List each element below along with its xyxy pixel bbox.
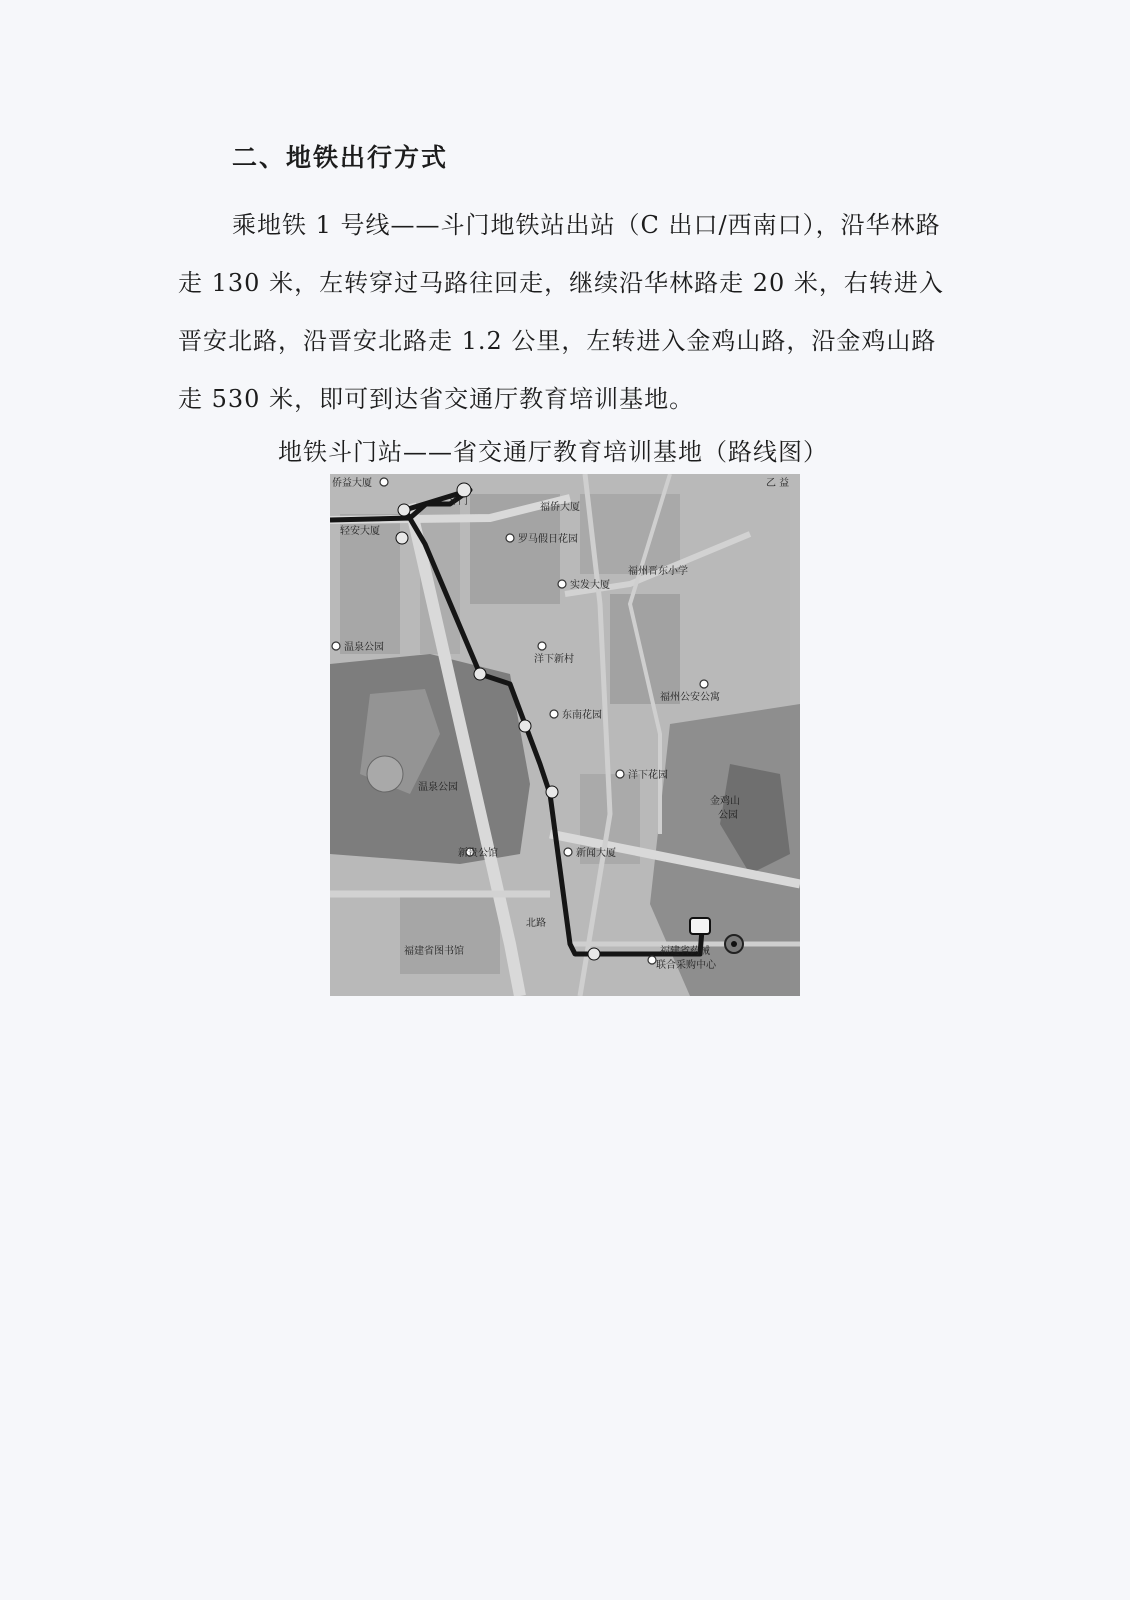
location-target-dot: [731, 941, 737, 947]
destination-marker-icon: [690, 918, 710, 934]
map-label: 福州晋东小学: [628, 566, 688, 577]
paragraph-line: 走 130 米，左转穿过马路往回走，继续沿华林路走 20 米，右转进入: [178, 269, 944, 297]
paragraph-line: 乘地铁 1 号线——斗门地铁站出站（C 出口/西南口），沿华林路: [232, 211, 941, 239]
map-label: 温泉公园: [418, 782, 458, 793]
map-label: 洋下花园: [628, 770, 668, 781]
poi-marker-icon: [332, 642, 340, 650]
poi-marker-icon: [648, 956, 656, 964]
route-arrow-icon: [519, 720, 531, 732]
poi-marker-icon: [616, 770, 624, 778]
route-arrow-icon: [588, 948, 600, 960]
route-arrow-icon: [398, 504, 410, 516]
map-label: 洋下新村: [534, 654, 574, 665]
map-label: 福州公安公寓: [660, 692, 720, 703]
paragraph-line: 走 530 米，即可到达省交通厅教育培训基地。: [178, 385, 695, 413]
route-arrow-icon: [474, 668, 486, 680]
map-park-area: [330, 654, 530, 864]
route-arrow-icon: [457, 483, 471, 497]
poi-marker-icon: [380, 478, 388, 486]
route-map-svg: [330, 474, 800, 996]
map-label: 联合采购中心: [656, 960, 716, 971]
map-label: 北路: [526, 918, 546, 929]
poi-marker-icon: [558, 580, 566, 588]
map-block: [610, 594, 680, 704]
poi-marker-icon: [550, 710, 558, 718]
map-caption: 地铁斗门站——省交通厅教育培训基地（路线图）: [278, 438, 828, 466]
map-label: 金鸡山: [710, 796, 740, 807]
map-label: 乙 益: [766, 478, 790, 489]
route-arrow-icon: [546, 786, 558, 798]
directions-paragraph: [178, 196, 958, 428]
poi-marker-icon: [564, 848, 572, 856]
map-label: 实发大厦: [570, 580, 610, 591]
map-label: 福侨大厦: [540, 502, 580, 513]
map-label: 东南花园: [562, 710, 602, 721]
section-heading: 二、地铁出行方式: [232, 143, 449, 172]
map-park-circle: [367, 756, 403, 792]
map-label: 福建省药械: [660, 946, 710, 957]
map-label: 轻安大厦: [340, 526, 380, 537]
map-label: 温泉公园: [344, 642, 384, 653]
route-map: [330, 474, 800, 996]
poi-marker-icon: [506, 534, 514, 542]
map-block: [400, 894, 500, 974]
map-label: 新闻大厦: [576, 848, 616, 859]
map-label: 侨益大厦: [332, 478, 372, 489]
map-label: 新贵公馆: [458, 848, 498, 859]
poi-marker-icon: [700, 680, 708, 688]
map-label: 罗马假日花园: [518, 534, 578, 545]
map-label: 斗门: [448, 496, 468, 507]
paragraph-line: 晋安北路，沿晋安北路走 1.2 公里，左转进入金鸡山路，沿金鸡山路: [178, 327, 937, 355]
map-label: 福建省图书馆: [404, 946, 464, 957]
map-label: 公园: [718, 810, 738, 821]
route-arrow-icon: [396, 532, 408, 544]
poi-marker-icon: [538, 642, 546, 650]
